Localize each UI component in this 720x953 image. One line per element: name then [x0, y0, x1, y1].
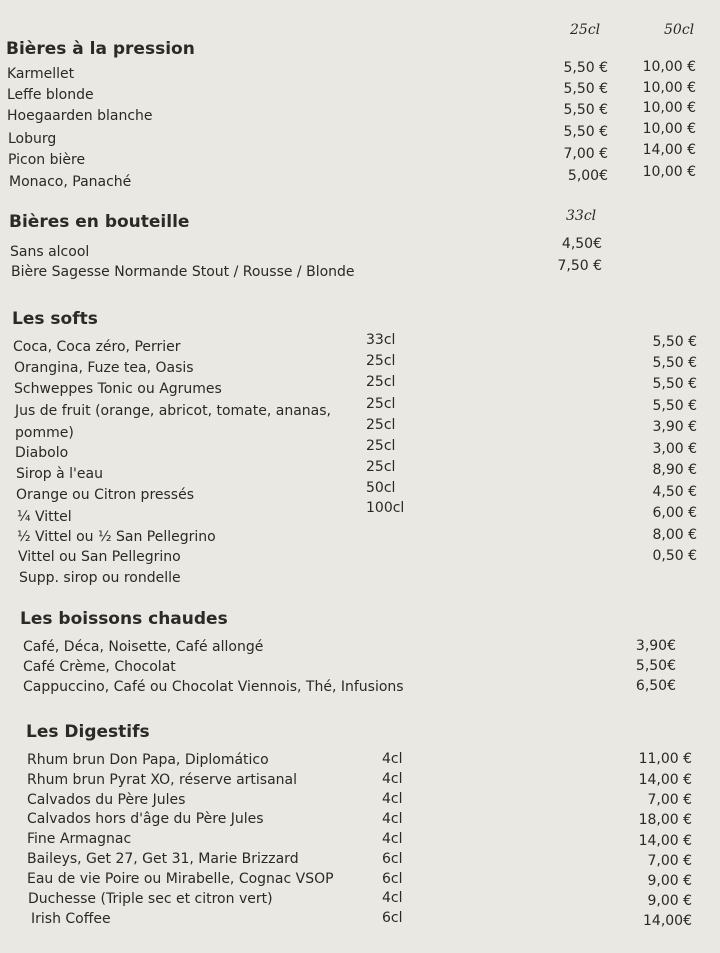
softs-item-name: Jus de fruit (orange, abricot, tomate, ananas, — [15, 403, 331, 419]
section-title-bouteille: Bières en bouteille — [9, 212, 190, 232]
softs-item-price: 5,50 € — [652, 398, 697, 414]
softs-item-name: Supp. sirop ou rondelle — [19, 570, 181, 586]
digestifs-item-name: Fine Armagnac — [27, 831, 132, 847]
chaudes-item-price: 5,50€ — [635, 658, 676, 674]
softs-item-price: 5,50 € — [652, 355, 697, 371]
chaudes-item-price: 6,50€ — [635, 678, 676, 694]
pression-item-price-50: 10,00 € — [642, 164, 696, 180]
digestifs-item-volume: 4cl — [382, 890, 403, 906]
digestifs-item-volume: 4cl — [382, 831, 403, 847]
softs-item-volume: 25cl — [366, 353, 396, 369]
chaudes-item-name: Cappuccino, Café ou Chocolat Viennois, Thé, Infusions — [23, 679, 404, 695]
pression-item-name: Karmellet — [7, 66, 75, 82]
pression-col-25cl: 25cl — [570, 22, 601, 38]
pression-item-name: Monaco, Panaché — [9, 174, 132, 190]
softs-item-price: 6,00 € — [652, 505, 697, 521]
softs-item-name: Sirop à l'eau — [16, 466, 103, 482]
softs-item-volume: 33cl — [366, 332, 396, 348]
pression-item-name: Picon bière — [8, 152, 86, 168]
softs-item-volume: 25cl — [366, 374, 396, 390]
digestifs-item-name: Eau de vie Poire ou Mirabelle, Cognac VSOP — [27, 871, 334, 887]
bouteille-item-name: Sans alcool — [10, 244, 90, 260]
softs-item-price: 8,00 € — [652, 527, 697, 543]
digestifs-item-volume: 6cl — [382, 871, 403, 887]
softs-item-price: 5,50 € — [652, 376, 697, 392]
softs-item-price: 0,50 € — [652, 548, 697, 564]
softs-item-name: Coca, Coca zéro, Perrier — [13, 339, 181, 355]
digestifs-item-volume: 6cl — [382, 851, 403, 867]
digestifs-item-name: Irish Coffee — [31, 911, 111, 927]
pression-item-price-25: 5,50 € — [563, 81, 608, 97]
softs-item-price: 4,50 € — [652, 484, 697, 500]
section-title-softs: Les softs — [12, 309, 98, 329]
section-title-pression: Bières à la pression — [6, 39, 195, 59]
pression-item-price-50: 10,00 € — [642, 80, 696, 96]
softs-item-name: Orange ou Citron pressés — [16, 487, 195, 503]
digestifs-item-price: 9,00 € — [647, 873, 692, 889]
softs-item-name: ¼ Vittel — [17, 509, 72, 525]
softs-item-name: pomme) — [15, 425, 74, 441]
softs-item-volume: 25cl — [366, 396, 396, 412]
softs-item-price: 8,90 € — [652, 462, 697, 478]
chaudes-item-name: Café Crème, Chocolat — [23, 659, 176, 675]
pression-item-name: Leffe blonde — [7, 87, 94, 103]
section-title-digestifs: Les Digestifs — [26, 722, 150, 742]
pression-item-price-25: 7,00 € — [563, 146, 608, 162]
pression-item-price-25: 5,50 € — [563, 124, 608, 140]
pression-item-price-25: 5,50 € — [563, 60, 608, 76]
digestifs-item-name: Calvados du Père Jules — [27, 792, 186, 808]
pression-item-price-25: 5,50 € — [563, 102, 608, 118]
digestifs-item-name: Baileys, Get 27, Get 31, Marie Brizzard — [27, 851, 299, 867]
digestifs-item-price: 7,00 € — [647, 792, 692, 808]
digestifs-item-price: 14,00 € — [638, 833, 692, 849]
pression-item-price-25: 5,00€ — [567, 168, 608, 184]
softs-item-volume: 50cl — [366, 480, 396, 496]
pression-item-name: Loburg — [8, 131, 57, 147]
digestifs-item-name: Duchesse (Triple sec et citron vert) — [28, 891, 273, 907]
digestifs-item-price: 18,00 € — [638, 812, 692, 828]
softs-item-price: 3,90 € — [652, 419, 697, 435]
digestifs-item-name: Calvados hors d'âge du Père Jules — [27, 811, 264, 827]
pression-item-price-50: 10,00 € — [642, 59, 696, 75]
digestifs-item-price: 7,00 € — [647, 853, 692, 869]
pression-item-price-50: 14,00 € — [642, 142, 696, 158]
softs-item-name: ½ Vittel ou ½ San Pellegrino — [17, 529, 216, 545]
softs-item-volume: 25cl — [366, 459, 396, 475]
softs-item-name: Orangina, Fuze tea, Oasis — [14, 360, 194, 376]
pression-col-50cl: 50cl — [664, 22, 695, 38]
digestifs-item-volume: 4cl — [382, 751, 403, 767]
digestifs-item-volume: 4cl — [382, 811, 403, 827]
softs-item-name: Diabolo — [15, 445, 69, 461]
pression-item-price-50: 10,00 € — [642, 100, 696, 116]
pression-item-name: Hoegaarden blanche — [7, 108, 153, 124]
digestifs-item-price: 14,00 € — [638, 772, 692, 788]
softs-item-name: Vittel ou San Pellegrino — [18, 549, 181, 565]
bouteille-col-33cl: 33cl — [566, 208, 597, 224]
chaudes-item-name: Café, Déca, Noisette, Café allongé — [23, 639, 264, 655]
chaudes-item-price: 3,90€ — [635, 638, 676, 654]
section-title-chaudes: Les boissons chaudes — [20, 609, 228, 629]
bouteille-item-name: Bière Sagesse Normande Stout / Rousse / Blonde — [11, 264, 355, 280]
bouteille-item-price: 7,50 € — [557, 258, 602, 274]
softs-item-name: Schweppes Tonic ou Agrumes — [14, 381, 222, 397]
softs-item-price: 3,00 € — [652, 441, 697, 457]
softs-item-volume: 25cl — [366, 417, 396, 433]
digestifs-item-volume: 4cl — [382, 791, 403, 807]
digestifs-item-name: Rhum brun Don Papa, Diplomático — [27, 752, 269, 768]
digestifs-item-price: 14,00€ — [643, 913, 692, 929]
digestifs-item-name: Rhum brun Pyrat XO, réserve artisanal — [27, 772, 298, 788]
digestifs-item-volume: 4cl — [382, 771, 403, 787]
softs-item-volume: 25cl — [366, 438, 396, 454]
softs-item-volume: 100cl — [366, 500, 405, 516]
softs-item-price: 5,50 € — [652, 334, 697, 350]
digestifs-item-price: 9,00 € — [647, 893, 692, 909]
pression-item-price-50: 10,00 € — [642, 121, 696, 137]
digestifs-item-volume: 6cl — [382, 910, 403, 926]
digestifs-item-price: 11,00 € — [638, 751, 692, 767]
bouteille-item-price: 4,50€ — [561, 236, 602, 252]
